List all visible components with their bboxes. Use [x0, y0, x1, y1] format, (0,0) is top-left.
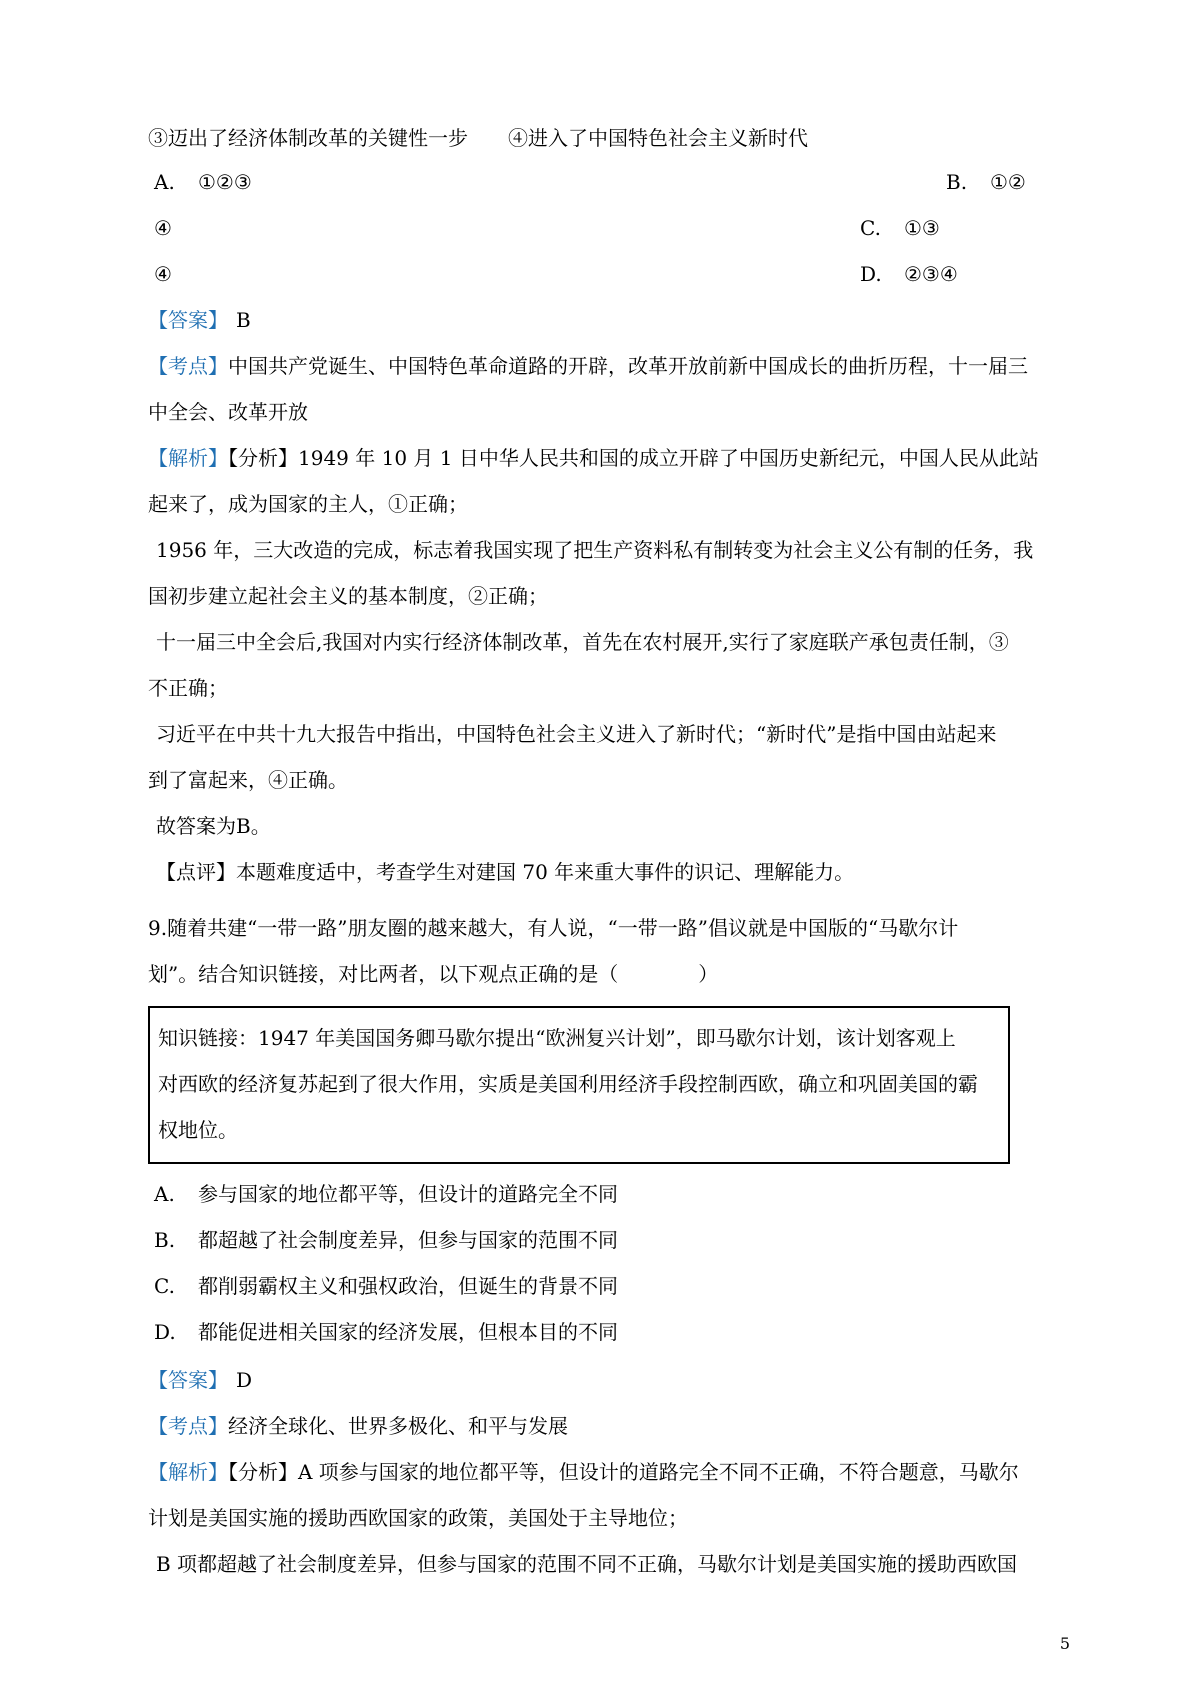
q9-option-c-text: 都削弱霸权主义和强权政治，但诞生的背景不同: [198, 1274, 618, 1298]
answer-tag: 【答案】: [148, 1368, 228, 1392]
knowledge-link-line: 知识链接：1947 年美国国务卿马歇尔提出“欧洲复兴计划”，即马歇尔计划，该计划客观上: [158, 1026, 956, 1050]
q9-option-c-label: C.: [154, 1274, 175, 1298]
q8-analysis: 【解析】【分析】1949 年 10 月 1 日中华人民共和国的成立开辟了中国历史新纪元，中国人民从此站: [148, 446, 1039, 470]
q8-analysis-line: 国初步建立起社会主义的基本制度，②正确；: [148, 584, 548, 608]
q9-answer: 【答案】 D: [148, 1368, 253, 1392]
q8-analysis-line: 起来了，成为国家的主人，①正确；: [148, 492, 468, 516]
q9-analysis-line: 计划是美国实施的援助西欧国家的政策，美国处于主导地位；: [148, 1506, 688, 1530]
q9-analysis: 【解析】【分析】A 项参与国家的地位都平等，但设计的道路完全不同不正确，不符合题意，马歇尔: [148, 1460, 1019, 1484]
q9-analysis-line: B 项都超越了社会制度差异，但参与国家的范围不同不正确，马歇尔计划是美国实施的援助西欧国: [156, 1552, 1018, 1576]
q8-conclusion: 故答案为B。: [156, 814, 271, 838]
q8-point-cont: 中全会、改革开放: [148, 400, 308, 424]
q9-option-d-label: D.: [154, 1320, 176, 1344]
q8-analysis-line: 到了富起来，④正确。: [148, 768, 348, 792]
q8-option-c-text: ①③: [904, 216, 940, 240]
q8-analysis-line: 1956 年，三大改造的完成，标志着我国实现了把生产资料私有制转变为社会主义公有制的任务，我: [156, 538, 1034, 562]
q8-option-d-text: ②③④: [904, 262, 958, 286]
q9-option-d-text: 都能促进相关国家的经济发展，但根本目的不同: [198, 1320, 618, 1344]
q8-option-b-label: B.: [946, 170, 968, 194]
page-number: 5: [1059, 1634, 1070, 1653]
q8-answer: 【答案】 B: [148, 308, 251, 332]
q8-option-a-text: ①②③: [198, 170, 252, 194]
q8-review: 【点评】本题难度适中，考查学生对建国 70 年来重大事件的识记、理解能力。: [156, 860, 855, 884]
analysis-tag: 【解析】: [148, 446, 228, 470]
knowledge-link-line: 对西欧的经济复苏起到了很大作用，实质是美国利用经济手段控制西欧，确立和巩固美国的霸: [158, 1072, 978, 1096]
q8-option-a-label: A.: [154, 170, 175, 194]
question-8-option-line: ③迈出了经济体制改革的关键性一步 ④进入了中国特色社会主义新时代: [148, 126, 808, 150]
q8-point: 【考点】中国共产党诞生、中国特色革命道路的开辟，改革开放前新中国成长的曲折历程，十一届三: [148, 354, 1028, 378]
q9-option-b-text: 都超越了社会制度差异，但参与国家的范围不同: [198, 1228, 618, 1252]
q9-option-a-label: A.: [154, 1182, 175, 1206]
analysis-tag: 【解析】: [148, 1460, 228, 1484]
question-9-stem-cont: 划”。结合知识链接，对比两者，以下观点正确的是（ ）: [148, 962, 719, 986]
q9-option-b-label: B.: [154, 1228, 176, 1252]
q8-option-b-wrap: ④: [154, 262, 172, 286]
q8-analysis-line: 十一届三中全会后,我国对内实行经济体制改革，首先在农村展开,实行了家庭联产承包责任制，③: [156, 630, 1009, 654]
question-9-stem: 9.随着共建“一带一路”朋友圈的越来越大，有人说，“一带一路”倡议就是中国版的“马歇尔计: [148, 916, 959, 940]
point-tag: 【考点】: [148, 1414, 228, 1438]
answer-tag: 【答案】: [148, 308, 228, 332]
q8-option-d-label: D.: [860, 262, 882, 286]
q8-option-c-label: C.: [860, 216, 881, 240]
q8-option-b-text: ①②: [990, 170, 1026, 194]
q9-option-a-text: 参与国家的地位都平等，但设计的道路完全不同: [198, 1182, 618, 1206]
knowledge-link-line: 权地位。: [158, 1118, 238, 1142]
q8-analysis-line: 习近平在中共十九大报告中指出，中国特色社会主义进入了新时代；“新时代”是指中国由站起来: [156, 722, 997, 746]
knowledge-link-box: [148, 1006, 1010, 1164]
q8-option-a-wrap: ④: [154, 216, 172, 240]
q9-point: 【考点】经济全球化、世界多极化、和平与发展: [148, 1414, 568, 1438]
point-tag: 【考点】: [148, 354, 228, 378]
q8-analysis-line: 不正确；: [148, 676, 228, 700]
